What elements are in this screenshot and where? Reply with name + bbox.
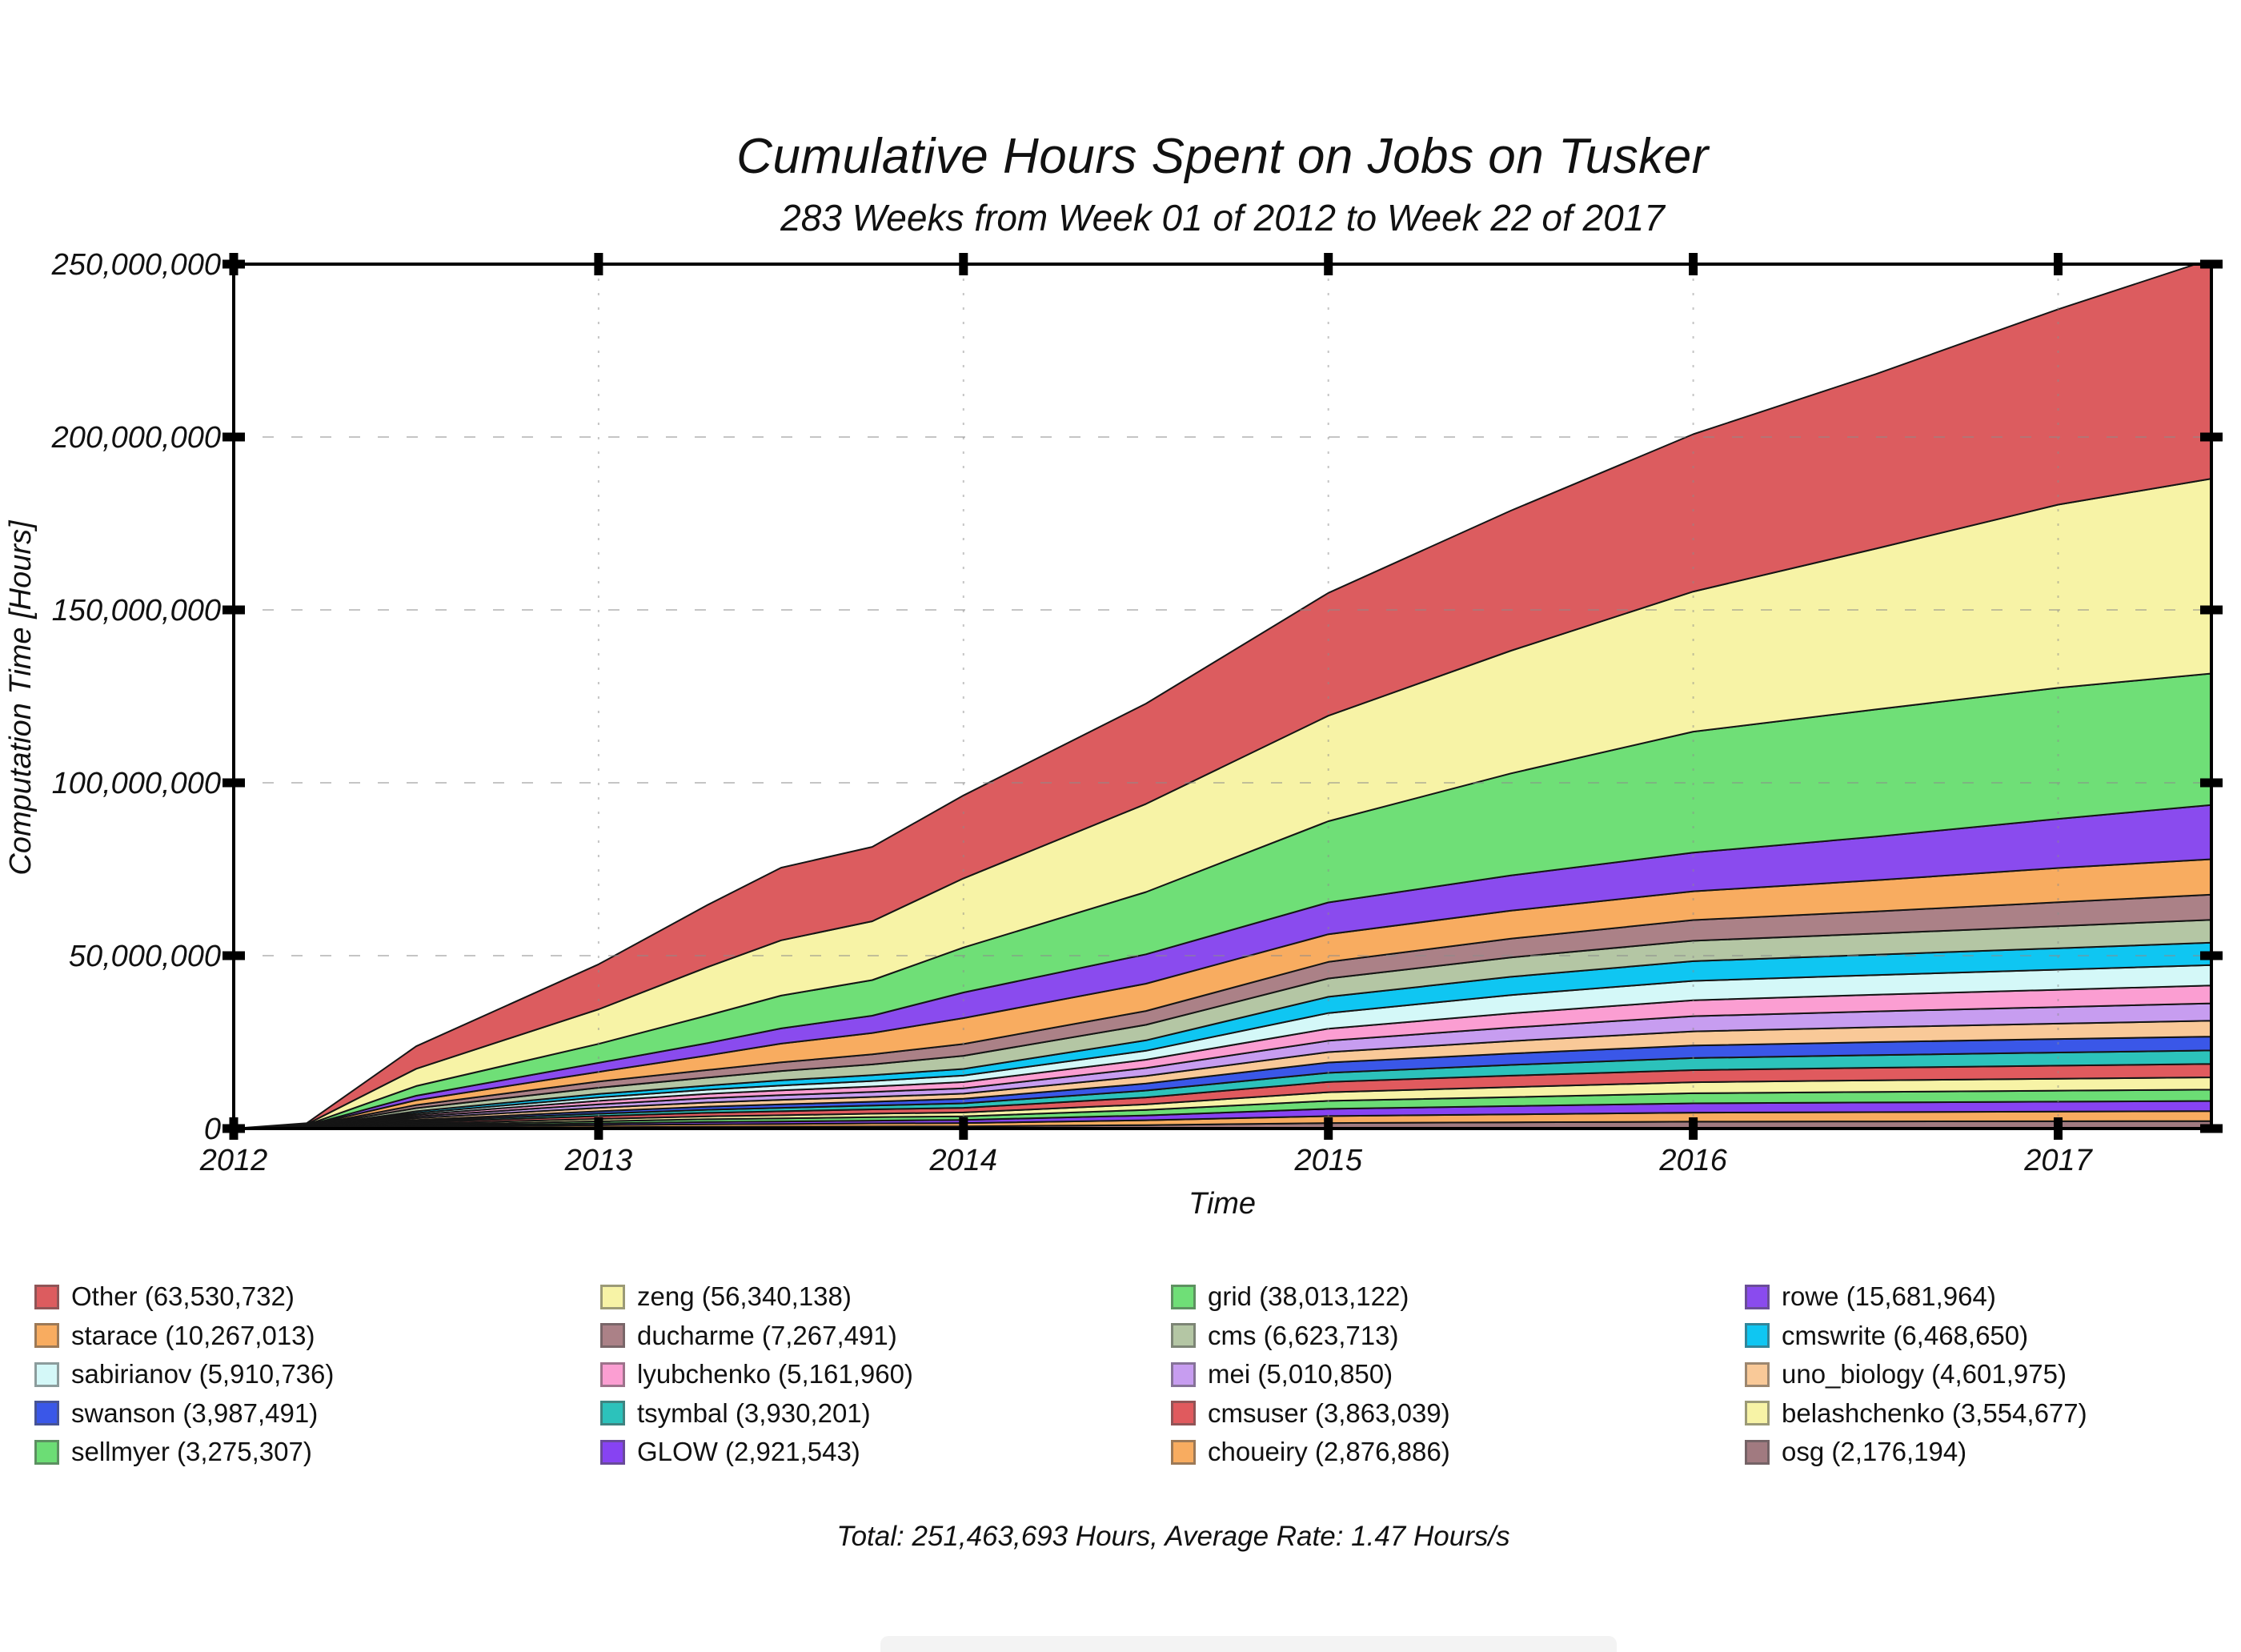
x-tick-label-2013: 2013 [564,1144,633,1177]
y-tick-right-200m [2200,433,2223,442]
x-tick-label-2012: 2012 [199,1144,268,1177]
legend-swatch-osg [1745,1440,1770,1465]
y-tick-label-0m: 0 [203,1113,221,1146]
x-tick-label-2017: 2017 [2024,1144,2092,1177]
legend-item-grid [1171,1279,1409,1314]
y-tick-label-250m: 250,000,000 [51,248,221,282]
x-tick-bottom-2014 [959,1117,968,1140]
legend-item-zeng [600,1279,852,1314]
legend-label-cmswrite: cmswrite (6,468,650) [1782,1320,2029,1350]
x-tick-bottom-2013 [594,1117,603,1140]
legend-label-swanson: swanson (3,987,491) [71,1397,319,1428]
stacked-areas [234,259,2211,1129]
y-tick-right-250m [2200,260,2223,269]
legend-item-choueiry [1171,1434,1450,1470]
y-tick-right-50m [2200,952,2223,960]
y-tick-left-250m [222,260,245,269]
legend-swatch-cms [1171,1323,1196,1348]
x-tick-label-2014: 2014 [929,1144,998,1177]
legend-item-ducharme [600,1318,897,1353]
y-tick-right-150m [2200,606,2223,615]
legend-label-rowe: rowe (15,681,964) [1782,1281,1996,1311]
legend-item-belashchenko [1745,1396,2087,1431]
legend-label-belashchenko: belashchenko (3,554,677) [1782,1397,2087,1428]
legend-item-Other [34,1279,295,1314]
y-tick-label-150m: 150,000,000 [51,594,221,628]
y-tick-left-200m [222,433,245,442]
legend-swatch-lyubchenko [600,1362,625,1387]
legend-item-sellmyer [34,1434,312,1470]
legend-label-sabirianov: sabirianov (5,910,736) [71,1359,335,1389]
x-tick-bottom-2017 [2054,1117,2063,1140]
x-tick-label-2016: 2016 [1659,1144,1727,1177]
legend-item-cmsuser [1171,1396,1450,1431]
y-tick-left-0m [222,1125,245,1133]
legend-item-starace [34,1318,315,1353]
legend-label-ducharme: ducharme (7,267,491) [637,1320,897,1350]
x-tick-top-2014 [959,253,968,275]
x-tick-top-2017 [2054,253,2063,275]
legend-swatch-mei [1171,1362,1196,1387]
legend-item-sabirianov [34,1357,334,1392]
y-tick-left-100m [222,779,245,788]
y-tick-label-100m: 100,000,000 [51,767,221,800]
legend-label-GLOW: GLOW (2,921,543) [637,1437,860,1466]
legend-swatch-Other [34,1285,59,1309]
legend-label-tsymbal: tsymbal (3,930,201) [637,1397,871,1428]
page-title: Cumulative Hours Spent on Jobs on Tusker [736,129,1709,184]
x-tick-top-2013 [594,253,603,275]
legend-item-cms [1171,1318,1398,1353]
legend-swatch-uno_biology [1745,1362,1770,1387]
legend-swatch-starace [34,1323,59,1348]
page-subtitle: 283 Weeks from Week 01 of 2012 to Week 22 of 2017 [780,197,1665,239]
legend-swatch-tsymbal [600,1401,625,1425]
legend-swatch-cmsuser [1171,1401,1196,1425]
legend-swatch-zeng [600,1285,625,1309]
legend-item-rowe [1745,1279,1996,1314]
y-tick-right-0m [2200,1125,2223,1133]
horizontal-scrollbar-thumb[interactable] [880,1636,1617,1652]
legend-label-Other: Other (63,530,732) [71,1281,295,1311]
legend-item-GLOW [600,1434,860,1470]
legend-swatch-ducharme [600,1323,625,1348]
legend-label-zeng: zeng (56,340,138) [637,1281,852,1311]
legend-swatch-GLOW [600,1440,625,1465]
y-tick-left-150m [222,606,245,615]
x-tick-bottom-2015 [1324,1117,1333,1140]
legend-label-grid: grid (38,013,122) [1208,1281,1409,1311]
legend-item-uno_biology [1745,1357,2067,1392]
legend-item-swanson [34,1396,318,1431]
y-tick-left-50m [222,952,245,960]
x-tick-top-2016 [1689,253,1698,275]
legend-item-tsymbal [600,1396,871,1431]
legend-item-cmswrite [1745,1318,2028,1353]
legend-swatch-sabirianov [34,1362,59,1387]
x-tick-top-2015 [1324,253,1333,275]
legend-label-cmsuser: cmsuser (3,863,039) [1208,1397,1450,1428]
legend-label-starace: starace (10,267,013) [71,1320,315,1350]
legend-swatch-rowe [1745,1285,1770,1309]
legend-label-uno_biology: uno_biology (4,601,975) [1782,1359,2067,1389]
legend-swatch-grid [1171,1285,1196,1309]
legend-item-mei [1171,1357,1393,1392]
legend-label-cms: cms (6,623,713) [1208,1320,1399,1350]
legend-item-lyubchenko [600,1357,913,1392]
y-tick-label-200m: 200,000,000 [51,421,221,455]
legend-swatch-sellmyer [34,1440,59,1465]
legend-label-mei: mei (5,010,850) [1208,1359,1393,1389]
total-summary: Total: 251,463,693 Hours, Average Rate: 1.47 Hours/s [836,1521,1510,1552]
x-tick-label-2015: 2015 [1294,1144,1362,1177]
y-tick-label-50m: 50,000,000 [68,940,221,973]
legend-swatch-belashchenko [1745,1401,1770,1425]
legend-item-osg [1745,1434,1966,1470]
legend-swatch-cmswrite [1745,1323,1770,1348]
legend-label-sellmyer: sellmyer (3,275,307) [71,1437,312,1466]
legend-swatch-choueiry [1171,1440,1196,1465]
x-axis-title: Time [1188,1187,1257,1221]
x-tick-bottom-2016 [1689,1117,1698,1140]
y-tick-right-100m [2200,779,2223,788]
legend-label-lyubchenko: lyubchenko (5,161,960) [637,1359,913,1389]
legend-swatch-swanson [34,1401,59,1425]
legend-label-choueiry: choueiry (2,876,886) [1208,1437,1450,1466]
legend-label-osg: osg (2,176,194) [1782,1437,1967,1466]
y-axis-title: Computation Time [Hours] [4,520,38,876]
